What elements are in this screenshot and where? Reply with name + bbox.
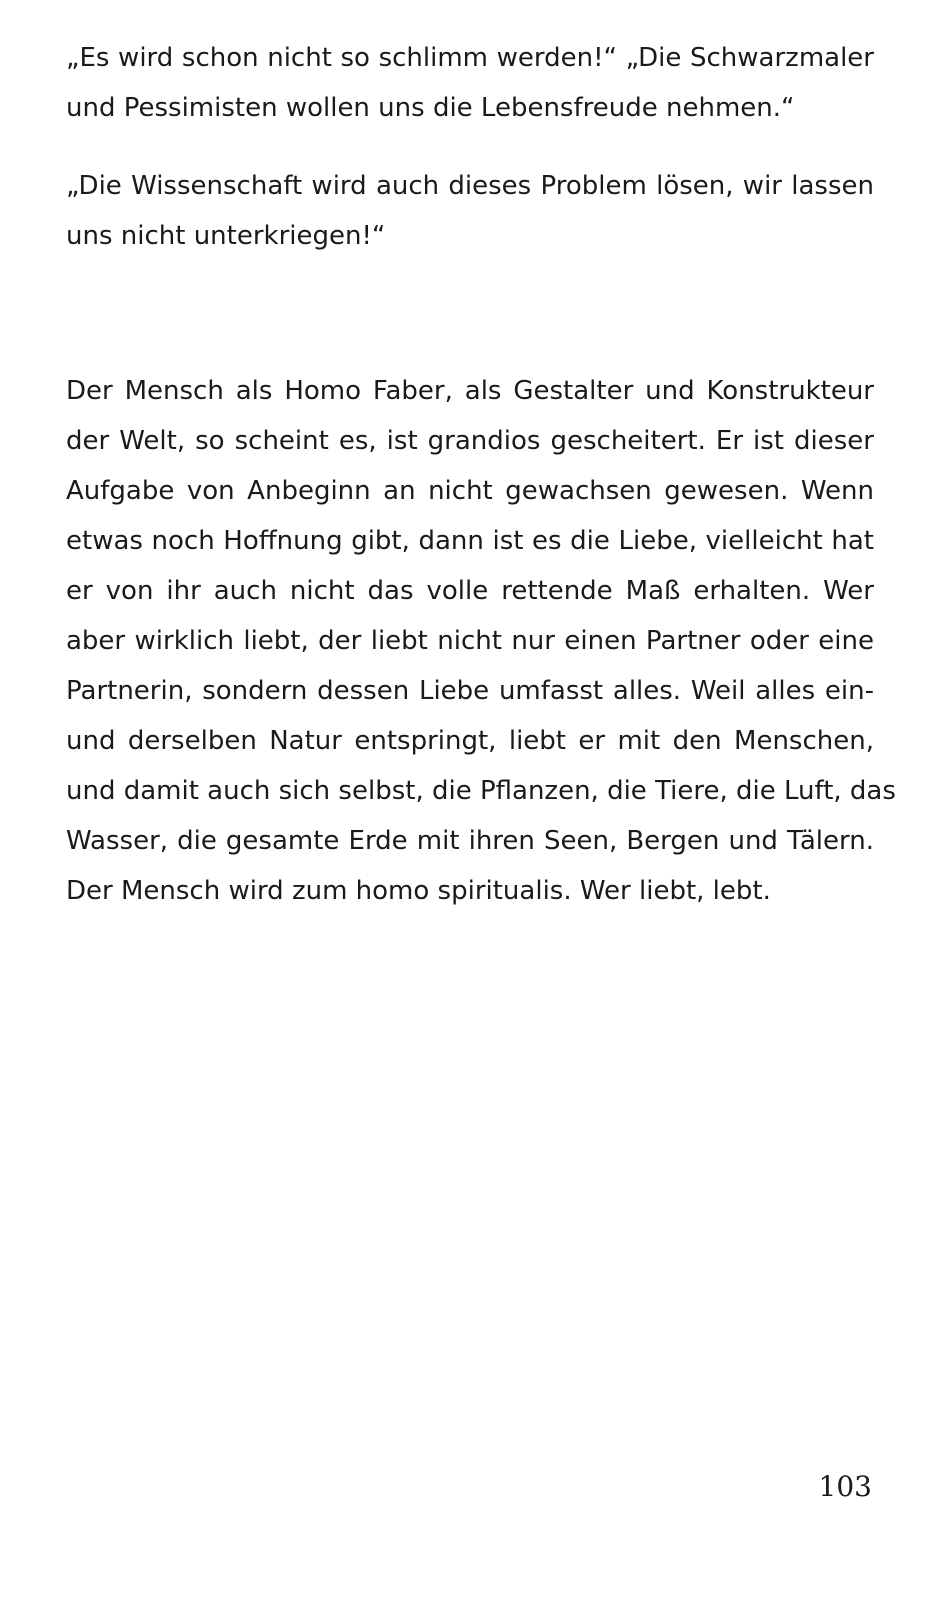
text-line: Aufgabe von Anbeginn an nicht gewachsen gewesen. Wenn <box>66 476 874 506</box>
text-line: der Welt, so scheint es, ist grandios gescheitert. Er ist dieser <box>66 426 874 456</box>
text-line: Der Mensch als Homo Faber, als Gestalter und Konstrukteur <box>66 376 874 406</box>
quote-paragraph-2 <box>66 161 874 261</box>
text-line: „Die Wissenschaft wird auch dieses Problem lösen, wir lassen <box>66 171 874 201</box>
text-line: aber wirklich liebt, der liebt nicht nur einen Partner oder eine <box>66 626 874 656</box>
text-line: Partnerin, sondern dessen Liebe umfasst alles. Weil alles ein- <box>66 676 874 706</box>
text-line: uns nicht unterkriegen!“ <box>66 221 386 251</box>
text-line: etwas noch Hoffnung gibt, dann ist es die Liebe, vielleicht hat <box>66 526 874 556</box>
text-line: Wasser, die gesamte Erde mit ihren Seen, Bergen und Tälern. <box>66 826 874 856</box>
text-line: Der Mensch wird zum homo spiritualis. Wer liebt, lebt. <box>66 876 771 906</box>
text-line: und Pessimisten wollen uns die Lebensfreude nehmen.“ <box>66 93 795 123</box>
text-line: „Es wird schon nicht so schlimm werden!“ „Die Schwarzmaler <box>66 43 874 73</box>
page-number: 103 <box>818 1470 872 1503</box>
text-line: und damit auch sich selbst, die Pflanzen, die Tiere, die Luft, das <box>66 776 896 806</box>
quote-paragraph-1 <box>66 33 874 133</box>
text-line: er von ihr auch nicht das volle rettende Maß erhalten. Wer <box>66 576 874 606</box>
body-paragraph <box>66 366 896 916</box>
text-line: und derselben Natur entspringt, liebt er mit den Menschen, <box>66 726 874 756</box>
